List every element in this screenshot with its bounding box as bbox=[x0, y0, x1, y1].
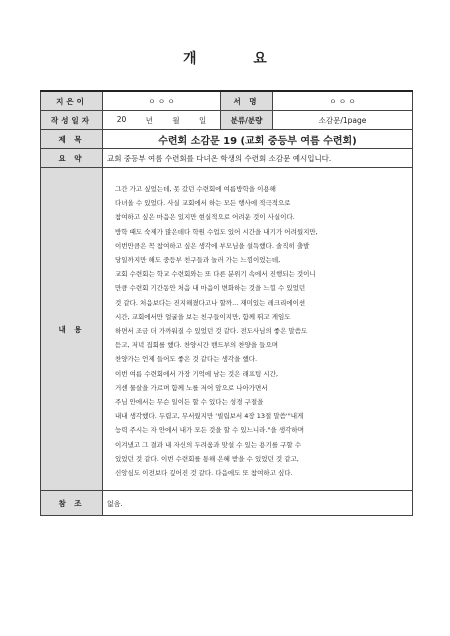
content-line: 것 같다. 처음보다는 진지해졌다고나 할까... 재미있는 레크리에이션 bbox=[115, 298, 306, 307]
reference-row bbox=[41, 491, 413, 516]
date-value bbox=[103, 111, 221, 130]
content-line: 거센 물살을 가르며 함께 노를 저어 앞으로 나아가면서 bbox=[115, 383, 268, 392]
content-line: 찬양가는 언제 들어도 좋은 것 같다는 생각을 했다. bbox=[115, 355, 258, 364]
date-year: 20 bbox=[116, 114, 127, 124]
content-line: 다녀올 수 있었다. 사실 교회에서 하는 모든 행사에 적극적으로 bbox=[115, 199, 291, 208]
date-unit-day: 일 bbox=[199, 115, 207, 125]
summary-label: 요 약 bbox=[41, 149, 103, 168]
document-title: 수련회 소감문 19 (교회 중등부 여름 수련회) bbox=[103, 130, 413, 149]
date-unit-month: 월 bbox=[172, 115, 180, 125]
category-value: 소감문/1page bbox=[273, 111, 413, 130]
content-line: 주님 안에서는 무슨 일이든 할 수 있다는 성경 구절을 bbox=[115, 398, 264, 407]
content-line: 신앙심도 이전보다 깊어진 것 같다. 다음에도 또 참여하고 싶다. bbox=[115, 469, 293, 478]
content-line: 방학 때도 숙제가 많은데다 학원 수업도 있어 시간을 내기가 어려웠지만, bbox=[115, 227, 318, 236]
content-line: 이번 여름 수련회에서 가장 기억에 남는 것은 래프팅 시간, bbox=[115, 369, 279, 378]
category-label: 분류/분량 bbox=[221, 111, 273, 130]
content-line: 이겨냈고 그 결과 내 자신의 두려움과 맞설 수 있는 용기를 구할 수 bbox=[115, 440, 301, 449]
content-line: 만큼 수련회 기간동안 처음 내 마음이 변화하는 것을 느낄 수 있었던 bbox=[115, 284, 306, 293]
content-line: 시간, 교회에서만 얼굴을 보는 친구들이지만, 함께 뛰고 게임도 bbox=[115, 312, 291, 321]
page-title: 개 요 bbox=[183, 51, 293, 67]
summary-row bbox=[41, 149, 413, 168]
reference-value: 없음. bbox=[103, 491, 413, 516]
content-row bbox=[41, 168, 413, 491]
content-label: 내 용 bbox=[41, 168, 103, 491]
content-line: 있었던 것 같다. 이번 수련회를 통해 은혜 받을 수 있었던 것 같고, bbox=[115, 454, 299, 463]
title-row bbox=[41, 130, 413, 149]
content-body bbox=[103, 168, 413, 491]
summary-value: 교회 중등부 여름 수련회를 다녀온 학생의 수련회 소감문 예시입니다. bbox=[103, 149, 413, 168]
reference-label: 참 조 bbox=[41, 491, 103, 516]
content-line: 그간 가고 싶었는데, 못 갔던 수련회에 여름방학을 이용해 bbox=[115, 185, 276, 193]
author-label: 지은이 bbox=[41, 91, 103, 111]
content-line: 당일까지만 해도 중등부 친구들과 놀러 가는 느낌이었는데, bbox=[115, 256, 281, 265]
content-line: 이번만큼은 꼭 참여하고 싶은 생각에 부모님을 설득했다. 솔직히 출발 bbox=[115, 241, 310, 250]
summary-form-table bbox=[40, 90, 413, 516]
author-row bbox=[41, 91, 413, 111]
content-line: 참여하고 싶은 마음은 있지만 현실적으로 어려운 것이 사실이다. bbox=[115, 213, 295, 222]
author-value: ㅇ ㅇ ㅇ bbox=[103, 91, 221, 111]
date-unit-year: 년 bbox=[145, 115, 153, 125]
content-line: 교회 수련회는 학교 수련회와는 또 다른 분위기 속에서 진행되는 것이니 bbox=[115, 270, 316, 279]
content-line: 하면서 조금 더 가까워질 수 있었던 것 같다. 전도사님의 좋은 말씀도 bbox=[115, 327, 308, 336]
content-line: 내내 생각했다. 두렵고, 무서웠지만 '빌립보서 4장 13절 말씀'"내게 bbox=[115, 412, 304, 421]
title-label: 제 목 bbox=[41, 130, 103, 149]
date-label: 작성일자 bbox=[41, 111, 103, 130]
date-row bbox=[41, 111, 413, 130]
signature-value: ㅇ ㅇ ㅇ bbox=[273, 91, 413, 111]
signature-label: 서 명 bbox=[221, 91, 273, 111]
content-line: 듣고, 저녁 집회를 했다. 찬양시간 밴드부의 찬양을 들으며 bbox=[115, 341, 279, 350]
content-line: 능력 주시는 자 안에서 내가 모든 것을 할 수 있느니라."을 생각하며 bbox=[115, 426, 304, 435]
